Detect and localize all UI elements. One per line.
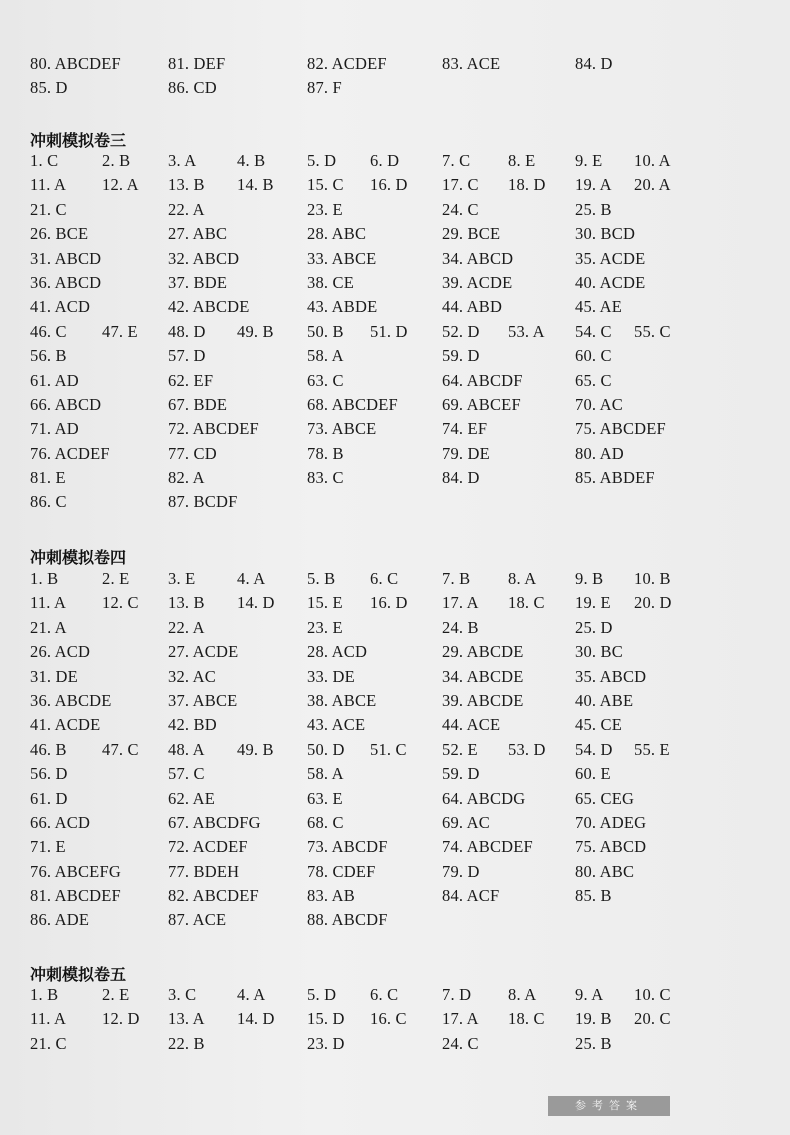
answer-row [30, 466, 730, 490]
answer-item: 76. ACDEF [30, 443, 110, 463]
answer-item: 50. D [307, 739, 345, 759]
answer-item: 85. ABDEF [575, 468, 655, 488]
answer-item: 80. ABC [575, 861, 635, 881]
section-heading-5: 冲刺模拟卷五 [30, 965, 127, 984]
answer-row [30, 640, 730, 664]
answer-item: 38. CE [307, 272, 355, 292]
answer-item: 22. A [168, 199, 205, 219]
answer-item: 11. A [30, 175, 67, 195]
answer-item: 12. A [102, 175, 139, 195]
answer-item: 1. B [30, 985, 59, 1004]
answer-item: 84. ACF [442, 886, 500, 906]
answer-item: 33. ABCE [307, 248, 377, 268]
answer-item: 48. D [168, 321, 206, 341]
answer-item: 11. A [30, 1009, 67, 1029]
answer-item: 75. ABCD [575, 837, 647, 857]
answer-item: 14. B [237, 175, 274, 195]
answer-item: 18. D [508, 175, 546, 195]
answer-item: 80. ABCDEF [30, 54, 121, 73]
answer-item: 19. E [575, 593, 611, 613]
answer-item: 38. ABCE [307, 690, 377, 710]
answer-item: 88. ABCDF [307, 910, 388, 930]
answer-item: 55. E [634, 739, 670, 759]
answer-row [30, 689, 730, 713]
answer-item: 29. BCE [442, 224, 501, 244]
answer-row [30, 442, 730, 466]
answer-item: 52. D [442, 321, 480, 341]
answer-item: 83. C [307, 468, 344, 488]
answer-item: 18. C [508, 593, 545, 613]
answer-item: 8. A [508, 985, 537, 1004]
answer-row [30, 713, 730, 737]
answer-item: 83. ACE [442, 54, 501, 73]
answer-item: 23. E [307, 199, 343, 219]
answer-item: 58. A [307, 346, 344, 366]
answer-item: 26. BCE [30, 224, 89, 244]
answer-item: 41. ACDE [30, 715, 101, 735]
answer-item: 77. BDEH [168, 861, 240, 881]
answer-item: 84. D [442, 468, 480, 488]
answer-row [30, 344, 730, 368]
answer-item: 48. A [168, 739, 205, 759]
answer-item: 77. CD [168, 443, 217, 463]
answer-item: 74. ABCDEF [442, 837, 533, 857]
answer-item: 54. D [575, 739, 613, 759]
answer-row [30, 76, 730, 100]
answer-item: 1. B [30, 569, 59, 588]
answer-item: 63. C [307, 370, 344, 390]
answer-item: 66. ACD [30, 812, 91, 832]
answer-item: 20. A [634, 175, 671, 195]
answer-item: 5. D [307, 985, 337, 1004]
answer-item: 45. AE [575, 297, 623, 317]
answer-item: 42. BD [168, 715, 217, 735]
answer-item: 1. C [30, 151, 59, 170]
answer-item: 28. ACD [307, 642, 368, 662]
answer-item: 59. D [442, 346, 480, 366]
answer-item: 17. A [442, 1009, 479, 1029]
answer-item: 47. C [102, 739, 139, 759]
answer-item: 82. ABCDEF [168, 886, 259, 906]
answer-item: 85. D [30, 78, 68, 98]
answer-row [30, 811, 730, 835]
answer-row [30, 320, 730, 344]
answer-item: 23. D [307, 1033, 345, 1053]
answer-item: 17. A [442, 593, 479, 613]
answer-item: 10. A [634, 151, 671, 170]
answer-item: 58. A [307, 764, 344, 784]
answer-item: 25. B [575, 199, 612, 219]
answer-item: 4. A [237, 985, 266, 1004]
answer-row [30, 295, 730, 319]
answer-item: 21. C [30, 1033, 67, 1053]
answer-row [30, 591, 730, 615]
answer-item: 49. B [237, 321, 274, 341]
answer-item: 32. AC [168, 666, 216, 686]
answer-item: 10. B [634, 569, 671, 588]
answer-item: 37. BDE [168, 272, 228, 292]
answer-item: 39. ABCDE [442, 690, 524, 710]
answer-item: 46. B [30, 739, 67, 759]
answer-item: 61. D [30, 788, 68, 808]
answer-item: 24. C [442, 1033, 479, 1053]
answer-item: 32. ABCD [168, 248, 240, 268]
answer-item: 45. CE [575, 715, 623, 735]
answer-row [30, 490, 730, 514]
answer-item: 28. ABC [307, 224, 367, 244]
answer-item: 15. E [307, 593, 343, 613]
answer-item: 81. ABCDEF [30, 886, 121, 906]
answer-item: 72. ABCDEF [168, 419, 259, 439]
answer-item: 6. D [370, 151, 400, 170]
answer-item: 51. D [370, 321, 408, 341]
answer-item: 11. A [30, 593, 67, 613]
answer-item: 16. D [370, 175, 408, 195]
answer-item: 44. ABD [442, 297, 503, 317]
answer-row [30, 787, 730, 811]
answer-item: 62. EF [168, 370, 214, 390]
answer-row [30, 417, 730, 441]
answer-item: 68. C [307, 812, 344, 832]
answer-item: 86. ADE [30, 910, 90, 930]
answer-item: 16. C [370, 1009, 407, 1029]
answer-item: 36. ABCD [30, 272, 102, 292]
answer-item: 34. ABCDE [442, 666, 524, 686]
answer-item: 19. A [575, 175, 612, 195]
answer-item: 65. CEG [575, 788, 635, 808]
answer-item: 60. E [575, 764, 611, 784]
answer-item: 20. C [634, 1009, 671, 1029]
answer-item: 34. ABCD [442, 248, 514, 268]
answer-item: 26. ACD [30, 642, 91, 662]
answer-item: 31. ABCD [30, 248, 102, 268]
answer-item: 64. ABCDG [442, 788, 526, 808]
answer-item: 29. ABCDE [442, 642, 524, 662]
answer-item: 20. D [634, 593, 672, 613]
answer-item: 43. ABDE [307, 297, 378, 317]
answer-item: 70. AC [575, 394, 623, 414]
answer-item: 67. BDE [168, 394, 228, 414]
answer-item: 9. B [575, 569, 604, 588]
answer-item: 25. B [575, 1033, 612, 1053]
answer-block-section-4 [30, 567, 730, 933]
answer-item: 35. ACDE [575, 248, 646, 268]
answer-item: 53. A [508, 321, 545, 341]
answer-item: 4. B [237, 151, 266, 170]
answer-item: 27. ACDE [168, 642, 239, 662]
answer-row [30, 884, 730, 908]
answer-item: 21. A [30, 617, 67, 637]
answer-item: 24. B [442, 617, 479, 637]
answer-item: 40. ACDE [575, 272, 646, 292]
answer-item: 50. B [307, 321, 344, 341]
answer-item: 27. ABC [168, 224, 228, 244]
section-heading-3: 冲刺模拟卷三 [30, 131, 127, 150]
answer-item: 13. A [168, 1009, 205, 1029]
answer-item: 12. D [102, 1009, 140, 1029]
answer-item: 4. A [237, 569, 266, 588]
footer-label: 参考答案 [548, 1096, 670, 1116]
answer-item: 24. C [442, 199, 479, 219]
answer-item: 39. ACDE [442, 272, 513, 292]
answer-row [30, 983, 730, 1007]
answer-item: 7. B [442, 569, 471, 588]
answer-item: 57. C [168, 764, 205, 784]
answer-item: 3. C [168, 985, 197, 1004]
answer-item: 9. A [575, 985, 604, 1004]
answer-item: 61. AD [30, 370, 79, 390]
answer-item: 81. DEF [168, 54, 226, 73]
answer-item: 74. EF [442, 419, 488, 439]
answer-item: 82. A [168, 468, 205, 488]
answer-item: 7. D [442, 985, 472, 1004]
answer-item: 16. D [370, 593, 408, 613]
answer-item: 67. ABCDFG [168, 812, 261, 832]
section-heading-4: 冲刺模拟卷四 [30, 548, 127, 567]
answer-block-section-3 [30, 149, 730, 515]
answer-item: 30. BC [575, 642, 623, 662]
answer-item: 69. AC [442, 812, 490, 832]
answer-item: 81. E [30, 468, 66, 488]
answer-item: 41. ACD [30, 297, 91, 317]
answer-item: 51. C [370, 739, 407, 759]
answer-item: 62. AE [168, 788, 216, 808]
answer-item: 42. ABCDE [168, 297, 250, 317]
answer-row [30, 762, 730, 786]
answer-row [30, 908, 730, 932]
answer-item: 13. B [168, 593, 205, 613]
answer-item: 54. C [575, 321, 612, 341]
answer-item: 63. E [307, 788, 343, 808]
answer-item: 15. D [307, 1009, 345, 1029]
answer-item: 2. E [102, 985, 130, 1004]
answer-item: 14. D [237, 1009, 275, 1029]
answer-row [30, 52, 730, 76]
answer-item: 14. D [237, 593, 275, 613]
answer-item: 82. ACDEF [307, 54, 387, 73]
answer-row [30, 271, 730, 295]
answer-item: 9. E [575, 151, 603, 170]
answer-row [30, 222, 730, 246]
answer-row [30, 616, 730, 640]
answer-item: 55. C [634, 321, 671, 341]
answer-row [30, 247, 730, 271]
answer-item: 75. ABCDEF [575, 419, 666, 439]
answer-item: 59. D [442, 764, 480, 784]
answer-row [30, 567, 730, 591]
answer-item: 49. B [237, 739, 274, 759]
answer-item: 8. A [508, 569, 537, 588]
answer-item: 78. B [307, 443, 344, 463]
answer-row [30, 665, 730, 689]
answer-item: 80. AD [575, 443, 624, 463]
answer-item: 78. CDEF [307, 861, 376, 881]
answer-item: 2. B [102, 151, 131, 170]
answer-item: 66. ABCD [30, 394, 102, 414]
answer-item: 71. E [30, 837, 66, 857]
answer-item: 84. D [575, 54, 613, 73]
answer-item: 76. ABCEFG [30, 861, 121, 881]
answer-item: 53. D [508, 739, 546, 759]
answer-item: 52. E [442, 739, 478, 759]
answer-item: 86. C [30, 492, 67, 512]
answer-item: 12. C [102, 593, 139, 613]
answer-row [30, 738, 730, 762]
answer-item: 46. C [30, 321, 67, 341]
answer-item: 5. B [307, 569, 336, 588]
answer-row [30, 393, 730, 417]
answer-row [30, 860, 730, 884]
answer-item: 44. ACE [442, 715, 501, 735]
answer-item: 2. E [102, 569, 130, 588]
answer-item: 73. ABCDF [307, 837, 388, 857]
answer-item: 47. E [102, 321, 138, 341]
answer-item: 17. C [442, 175, 479, 195]
answer-item: 22. B [168, 1033, 205, 1053]
answer-row [30, 173, 730, 197]
answer-item: 71. AD [30, 419, 79, 439]
answer-item: 72. ACDEF [168, 837, 248, 857]
answer-item: 73. ABCE [307, 419, 377, 439]
answer-item: 65. C [575, 370, 612, 390]
answer-item: 86. CD [168, 78, 217, 98]
answer-item: 5. D [307, 151, 337, 170]
answer-item: 69. ABCEF [442, 394, 521, 414]
answer-item: 60. C [575, 346, 612, 366]
answer-row [30, 198, 730, 222]
answer-row [30, 369, 730, 393]
answer-row [30, 1007, 730, 1031]
answer-item: 70. ADEG [575, 812, 647, 832]
answer-item: 3. A [168, 151, 197, 170]
answer-item: 79. DE [442, 443, 490, 463]
answer-item: 43. ACE [307, 715, 366, 735]
answer-row [30, 149, 730, 173]
answer-item: 83. AB [307, 886, 355, 906]
answer-block-section-5 [30, 983, 730, 1056]
answer-row [30, 1032, 730, 1056]
answer-item: 68. ABCDEF [307, 394, 398, 414]
answer-item: 87. ACE [168, 910, 227, 930]
answer-item: 30. BCD [575, 224, 636, 244]
answer-item: 64. ABCDF [442, 370, 523, 390]
answer-item: 87. BCDF [168, 492, 238, 512]
answer-item: 56. D [30, 764, 68, 784]
answer-item: 18. C [508, 1009, 545, 1029]
answer-item: 37. ABCE [168, 690, 238, 710]
answer-item: 10. C [634, 985, 671, 1004]
answer-item: 87. F [307, 78, 342, 98]
answer-item: 19. B [575, 1009, 612, 1029]
answer-item: 21. C [30, 199, 67, 219]
answer-item: 36. ABCDE [30, 690, 112, 710]
answer-item: 33. DE [307, 666, 355, 686]
answer-item: 85. B [575, 886, 612, 906]
answer-item: 6. C [370, 985, 399, 1004]
answer-row [30, 835, 730, 859]
answer-item: 79. D [442, 861, 480, 881]
answer-item: 31. DE [30, 666, 78, 686]
answer-item: 56. B [30, 346, 67, 366]
answer-block-continued [30, 52, 730, 101]
answer-item: 35. ABCD [575, 666, 647, 686]
answer-item: 57. D [168, 346, 206, 366]
answer-item: 13. B [168, 175, 205, 195]
answer-item: 7. C [442, 151, 471, 170]
answer-item: 25. D [575, 617, 613, 637]
answer-item: 6. C [370, 569, 399, 588]
answer-item: 22. A [168, 617, 205, 637]
answer-item: 8. E [508, 151, 536, 170]
answer-item: 23. E [307, 617, 343, 637]
answer-item: 15. C [307, 175, 344, 195]
answer-item: 40. ABE [575, 690, 634, 710]
answer-item: 3. E [168, 569, 196, 588]
